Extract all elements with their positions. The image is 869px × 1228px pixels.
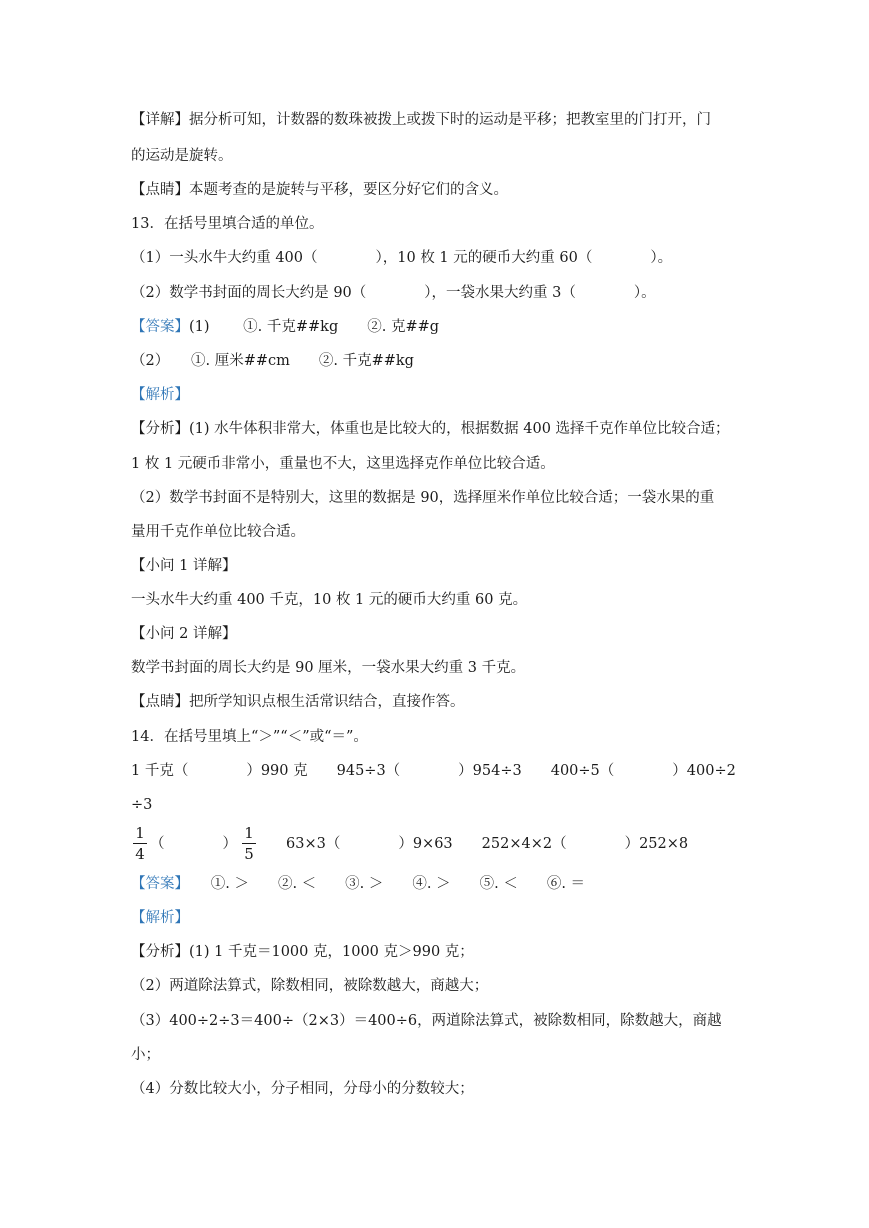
fraction-1-bar: [133, 843, 147, 844]
fraction-2-numerator: 1: [244, 824, 254, 842]
question-14-row-1-wrap: ÷3: [131, 797, 153, 813]
question-13-part-1: （1）一头水牛大约重 400（ ），10 枚 1 元的硬币大约重 60（ ）。: [131, 250, 673, 266]
question-14-row-2-blank: （ ）: [150, 836, 237, 852]
fraction-one-quarter: [133, 824, 147, 863]
analysis-13-line-1: 【分析】(1) 水牛体积非常大，体重也是比较大的，根据数据 400 选择千克作单位比较合适；: [131, 421, 730, 437]
fraction-2-bar: [242, 843, 256, 844]
comment-line: 【点睛】本题考查的是旋转与平移，要区分好它们的含义。: [131, 182, 508, 198]
analysis-13-line-4: 量用千克作单位比较合适。: [131, 524, 305, 540]
analysis-14-line-1: 【分析】(1) 1 千克＝1000 克，1000 克＞990 克；: [131, 944, 474, 960]
fraction-one-fifth: [242, 824, 256, 863]
question-13-part-2: （2）数学书封面的周长大约是 90（ ），一袋水果大约重 3（ ）。: [131, 285, 656, 301]
question-14-row-2: 63×3（ ）9×63 252×4×2（ ）252×8: [286, 836, 689, 852]
analysis-13-line-3: （2）数学书封面不是特别大，这里的数据是 90，选择厘米作单位比较合适；一袋水果的重: [131, 490, 715, 506]
comment-13-line: 【点睛】把所学知识点根生活常识结合，直接作答。: [131, 694, 465, 710]
analysis-14-line-3: （3）400÷2÷3＝400÷（2×3）＝400÷6，两道除法算式，被除数相同，除数越大，商越: [131, 1013, 722, 1029]
detail-line-1: 【详解】据分析可知，计数器的数珠被拨上或拨下时的运动是平移；把教室里的门打开，门: [131, 112, 711, 128]
analysis-14-line-4: （4）分数比较大小，分子相同，分母小的分数较大；: [131, 1081, 474, 1097]
analysis-14-line-3-wrap: 小；: [131, 1047, 160, 1063]
answer-tag-14: 【答案】: [131, 876, 182, 892]
fraction-1-numerator: 1: [135, 824, 145, 842]
sub-question-2-detail: 数学书封面的周长大约是 90 厘米，一袋水果大约重 3 千克。: [131, 660, 526, 676]
question-14-row-1: 1 千克（ ）990 克 945÷3（ ）954÷3 400÷5（ ）400÷2: [131, 763, 736, 779]
answer-13-part-1: (1) ①. 千克##kg ②. 克##g: [189, 319, 440, 335]
sub-question-2-heading: 【小问 2 详解】: [131, 626, 237, 642]
sub-question-1-heading: 【小问 1 详解】: [131, 558, 237, 574]
answer-13-line-2: （2） ①. 厘米##cm ②. 千克##kg: [131, 353, 414, 369]
answer-13-line-1: [131, 317, 759, 337]
fraction-2-denominator: 5: [244, 845, 254, 863]
sub-question-1-detail: 一头水牛大约重 400 千克，10 枚 1 元的硬币大约重 60 克。: [131, 592, 528, 608]
detail-line-2: 的运动是旋转。: [131, 148, 233, 164]
answer-14-values: ①. ＞ ②. ＜ ③. ＞ ④. ＞ ⑤. ＜ ⑥. ＝: [181, 876, 586, 892]
fraction-1-denominator: 4: [135, 845, 145, 863]
analysis-14-line-2: （2）两道除法算式，除数相同，被除数越大，商越大；: [131, 978, 489, 994]
question-14-title: 14．在括号里填上“＞”“＜”或“＝”。: [131, 729, 368, 745]
answer-tag: 【答案】: [131, 319, 189, 335]
question-13-title: 13．在括号里填合适的单位。: [131, 216, 324, 232]
answer-14-line: [131, 874, 759, 894]
analysis-tag: 【解析】: [131, 387, 189, 403]
analysis-tag-14: 【解析】: [131, 910, 189, 926]
analysis-13-line-2: 1 枚 1 元硬币非常小，重量也不大，这里选择克作单位比较合适。: [131, 456, 555, 472]
